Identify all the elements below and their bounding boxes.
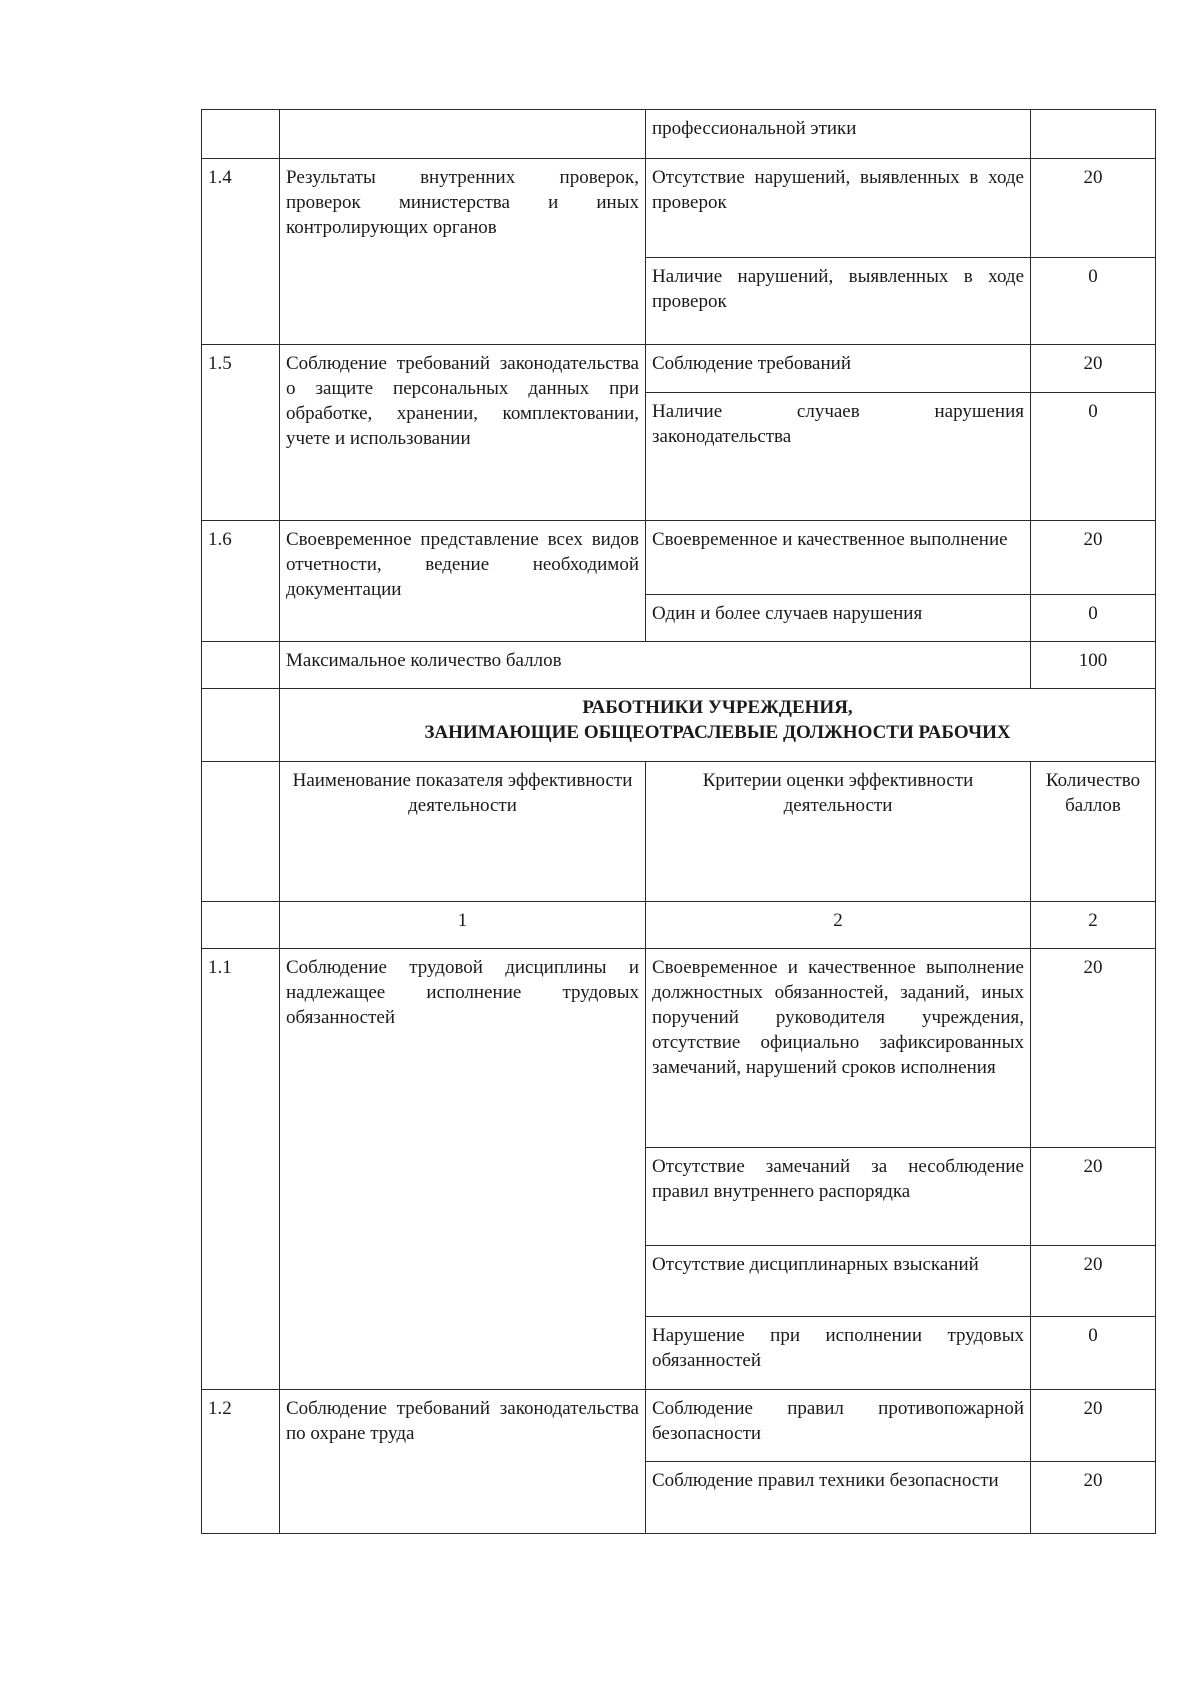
criterion: Отсутствие дисциплинарных взысканий	[646, 1246, 1031, 1317]
section-heading-line1: РАБОТНИКИ УЧРЕЖДЕНИЯ,	[582, 697, 853, 718]
points: 20	[1031, 1246, 1156, 1317]
evaluation-table	[201, 109, 1156, 1534]
row-number: 1.2	[202, 1390, 280, 1534]
points: 0	[1031, 393, 1156, 521]
criterion: Отсутствие замечаний за несоблюдение правил внутреннего распорядка	[646, 1148, 1031, 1246]
row-number: 1.5	[202, 345, 280, 521]
table-row	[202, 345, 1156, 393]
points: 0	[1031, 595, 1156, 642]
row-number	[202, 110, 280, 159]
column-number-row	[202, 902, 1156, 949]
criterion: Наличие нарушений, выявленных в ходе проверок	[646, 258, 1031, 345]
indicator-name: Соблюдение требований законодательства о защите персональных данных при обработке, хранении, комплектовании, учете и использовании	[280, 345, 646, 521]
row-number: 1.6	[202, 521, 280, 642]
criterion: Своевременное и качественное выполнение	[646, 521, 1031, 595]
criterion: Наличие случаев нарушения законодательства	[646, 393, 1031, 521]
table-row	[202, 110, 1156, 159]
points: 0	[1031, 258, 1156, 345]
column-number: 2	[646, 902, 1031, 949]
indicator-name: Соблюдение трудовой дисциплины и надлежащее исполнение трудовых обязанностей	[280, 949, 646, 1390]
row-number: 1.1	[202, 949, 280, 1390]
header-points: Количество баллов	[1031, 762, 1156, 902]
indicator-name: Своевременное представление всех видов отчетности, ведение необходимой документации	[280, 521, 646, 642]
indicator-name	[280, 110, 646, 159]
criterion: Своевременное и качественное выполнение должностных обязанностей, заданий, иных поручений руководителя учреждения, отсутствие официально зафиксированных замечаний, нарушений сроков исполнения	[646, 949, 1031, 1148]
points: 20	[1031, 1148, 1156, 1246]
max-score-row	[202, 642, 1156, 689]
points: 0	[1031, 1317, 1156, 1390]
header-indicator-name: Наименование показателя эффективности деятельности	[280, 762, 646, 902]
points: 20	[1031, 949, 1156, 1148]
points	[1031, 110, 1156, 159]
points: 20	[1031, 159, 1156, 258]
section-heading	[280, 689, 1156, 762]
criterion: Нарушение при исполнении трудовых обязанностей	[646, 1317, 1031, 1390]
table-row	[202, 159, 1156, 258]
points: 20	[1031, 1390, 1156, 1462]
column-number: 1	[280, 902, 646, 949]
points: 20	[1031, 521, 1156, 595]
max-score-value: 100	[1031, 642, 1156, 689]
column-number: 2	[1031, 902, 1156, 949]
criterion: Один и более случаев нарушения	[646, 595, 1031, 642]
table-row	[202, 521, 1156, 595]
section-heading-line2: ЗАНИМАЮЩИЕ ОБЩЕОТРАСЛЕВЫЕ ДОЛЖНОСТИ РАБОЧИХ	[424, 722, 1011, 743]
points: 20	[1031, 345, 1156, 393]
indicator-name: Соблюдение требований законодательства по охране труда	[280, 1390, 646, 1534]
indicator-name: Результаты внутренних проверок, проверок министерства и иных контролирующих органов	[280, 159, 646, 345]
column-header-row	[202, 762, 1156, 902]
max-score-label: Максимальное количество баллов	[280, 642, 1031, 689]
criterion: Соблюдение требований	[646, 345, 1031, 393]
criterion: Отсутствие нарушений, выявленных в ходе проверок	[646, 159, 1031, 258]
criterion: Соблюдение правил противопожарной безопасности	[646, 1390, 1031, 1462]
table-row	[202, 1390, 1156, 1462]
header-criteria: Критерии оценки эффективности деятельности	[646, 762, 1031, 902]
section-heading-row	[202, 689, 1156, 762]
row-number: 1.4	[202, 159, 280, 345]
points: 20	[1031, 1462, 1156, 1534]
criterion: Соблюдение правил техники безопасности	[646, 1462, 1031, 1534]
table-row	[202, 949, 1156, 1148]
criterion: профессиональной этики	[646, 110, 1031, 159]
